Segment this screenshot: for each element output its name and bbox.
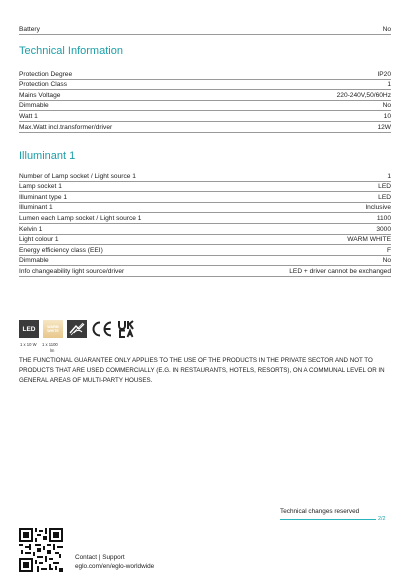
guarantee-disclaimer: THE FUNCTIONAL GUARANTEE ONLY APPLIES TO THE USE OF THE PRODUCTS IN THE PRIVATE SECTOR AND NOT TO PRODUCTS THAT ARE USED COMMERCIALLY (E.G. IN RESTAURANTS, HOTELS, RESORTS), ON A COMMUNAL LEVEL OR IN GENERAL AREAS OF MULTI-PARTY HOUSES. [19,357,385,384]
qr-code-icon[interactable] [19,528,63,572]
led-icon-label: LED [22,325,36,333]
contact-support-link[interactable]: Contact | Support [75,554,125,561]
spec-row [19,80,391,90]
spec-label: Dimmable [19,102,49,109]
led-icon [19,320,39,338]
spec-value: 1 [387,173,391,180]
spec-row [19,70,391,80]
page-number: 2/2 [378,516,386,522]
spec-row [19,225,391,235]
spec-label: Watt 1 [19,113,38,120]
warm-white-top: WARM [47,325,59,329]
spec-row [19,123,391,133]
spec-row-battery [19,25,391,35]
spec-value: LED [378,194,391,201]
spec-value: No [382,102,391,109]
spec-value: IP20 [377,71,391,78]
spec-value: 1 [387,81,391,88]
spec-label: Info changeability light source/driver [19,268,125,275]
dimmable-icon [67,320,87,338]
spec-value: LED + driver cannot be exchanged [289,268,391,275]
spec-value: WARM WHITE [347,236,391,243]
spec-label: Light colour 1 [19,236,59,243]
spec-value: 3000 [376,226,391,233]
lumen-caption: 1 x 1100 [42,342,58,347]
spec-label: Battery [19,26,40,33]
spec-value: 220-240V,50/60Hz [336,92,391,99]
spec-row [19,267,391,277]
spec-value: 1100 [376,215,391,222]
footer-contact [75,553,154,571]
spec-row [19,214,391,224]
spec-value: 10 [383,113,391,120]
spec-label: Mains Voltage [19,92,61,99]
spec-row [19,193,391,203]
spec-row [19,235,391,245]
warm-white-bottom: WHITE [47,329,59,333]
spec-row [19,182,391,192]
spec-label: Dimmable [19,257,49,264]
spec-label: Protection Degree [19,71,73,78]
lumen-unit: lm [50,348,55,353]
spec-row [19,172,391,182]
website-link[interactable]: eglo.com/en/eglo-worldwide [75,563,155,570]
spec-value: No [382,26,391,33]
technical-changes-note: Technical changes reserved [280,508,360,515]
spec-row [19,112,391,122]
spec-value: No [382,257,391,264]
spec-value: F [386,247,391,254]
spec-row [19,91,391,101]
wattage-caption: 1 x 10 W [20,342,37,347]
technical-information-heading: Technical Information [19,45,123,57]
spec-label: Number of Lamp socket / Light source 1 [19,173,136,180]
spec-label: Max.Watt incl.transformer/driver [19,124,113,131]
warm-white-icon [43,320,63,338]
spec-label: Lamp socket 1 [19,183,62,190]
spec-row [19,203,391,213]
spec-label: Lumen each Lamp socket / Light source 1 [19,215,142,222]
spec-value: 12W [377,124,391,131]
spec-row [19,101,391,111]
spec-label: Illuminant type 1 [19,194,68,201]
page-divider [280,519,376,520]
certification-icons [19,318,145,340]
spec-value: LED [378,183,391,190]
illuminant-heading: Illuminant 1 [19,150,76,162]
spec-label: Energy efficiency class (EEI) [19,247,103,254]
spec-label: Illuminant 1 [19,204,53,211]
ce-ukca-mark-icon [91,319,145,339]
spec-label: Protection Class [19,81,68,88]
spec-row [19,256,391,266]
spec-row [19,246,391,256]
spec-label: Kelvin 1 [19,226,43,233]
spec-value: Inclusive [365,204,391,211]
